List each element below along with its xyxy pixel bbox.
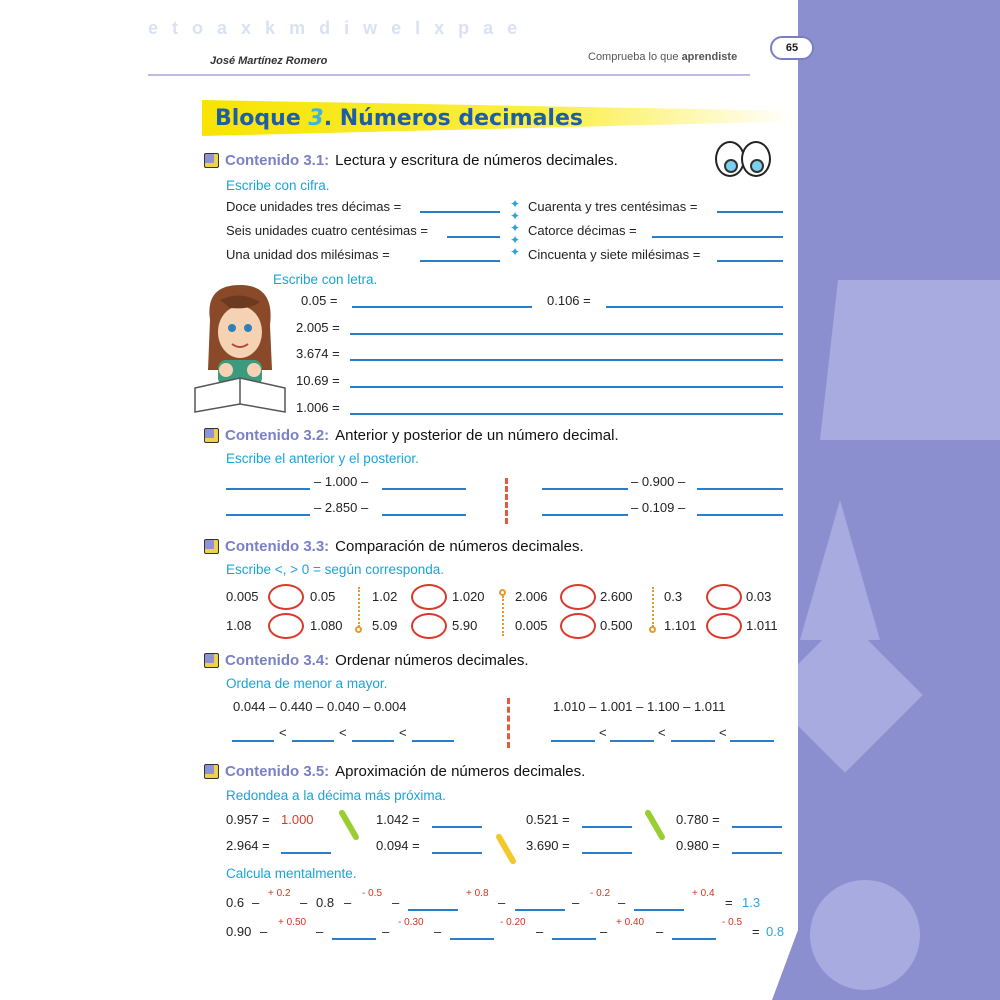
section-heading-3-2: Contenido 3.2: Anterior y posterior de un número decimal.: [204, 427, 619, 444]
compare-circle[interactable]: [706, 613, 742, 639]
calc-start: 0.6: [226, 895, 245, 910]
answer-blank[interactable]: [552, 938, 596, 940]
calc-result: 0.8: [766, 924, 785, 939]
compare-circle[interactable]: [268, 584, 304, 610]
dash: –: [572, 895, 580, 910]
dash: –: [618, 895, 626, 910]
answer-blank[interactable]: [450, 938, 494, 940]
dash: –: [344, 895, 352, 910]
answer-blank[interactable]: [350, 359, 783, 361]
answer-blank[interactable]: [717, 260, 783, 262]
operation: + 0.40: [616, 917, 645, 928]
equals: =: [752, 924, 760, 939]
instruction: Redondea a la décima más próxima.: [226, 788, 446, 803]
decorative-letter: i: [344, 18, 350, 38]
cube-icon: [204, 153, 219, 168]
side-shape: [820, 280, 1000, 440]
dash: –: [382, 924, 390, 939]
prompt: Una unidad dos milésimas =: [226, 247, 390, 262]
instruction: Escribe con letra.: [273, 272, 378, 287]
cube-icon: [204, 428, 219, 443]
decorative-letter: d: [319, 18, 331, 38]
round-prompt: 3.690 =: [526, 838, 570, 853]
answer-blank[interactable]: [697, 514, 783, 516]
answer-blank[interactable]: [606, 306, 783, 308]
answer-blank[interactable]: [232, 740, 274, 742]
wavy-separator-icon: [507, 698, 517, 748]
answer-blank[interactable]: [515, 909, 565, 911]
compare-left: 0.005: [515, 618, 548, 633]
cube-icon: [204, 539, 219, 554]
decorative-letter: a: [217, 18, 228, 38]
compare-right: 1.011: [746, 618, 778, 633]
compare-circle[interactable]: [560, 584, 596, 610]
round-prompt: 1.042 =: [376, 812, 420, 827]
dash: –: [656, 924, 664, 939]
answer-blank[interactable]: [432, 852, 482, 854]
operation: - 0.30: [398, 917, 424, 928]
number: 2.005 =: [296, 320, 340, 335]
dash: –: [498, 895, 506, 910]
compare-right: 2.600: [600, 589, 633, 604]
dash: –: [536, 924, 544, 939]
dash: –: [252, 895, 260, 910]
round-prompt: 0.780 =: [676, 812, 720, 827]
compare-circle[interactable]: [706, 584, 742, 610]
answer-blank[interactable]: [281, 852, 331, 854]
equals: =: [725, 895, 733, 910]
wavy-separator-icon: [505, 478, 515, 524]
less-than-sign: <: [279, 725, 287, 740]
dash: –: [316, 924, 324, 939]
answer-blank[interactable]: [717, 211, 783, 213]
answer-blank[interactable]: [730, 740, 774, 742]
compare-left: 0.005: [226, 589, 259, 604]
compare-left: 1.08: [226, 618, 252, 633]
section-heading-3-5: Contenido 3.5: Aproximación de números decimales.: [204, 763, 585, 780]
less-than-sign: <: [339, 725, 347, 740]
page-number: 65: [770, 36, 814, 60]
round-prompt: 0.521 =: [526, 812, 570, 827]
answer-blank[interactable]: [352, 740, 394, 742]
prompt: Seis unidades cuatro centésimas =: [226, 223, 428, 238]
compare-right: 1.020: [452, 589, 485, 604]
answer-blank[interactable]: [542, 514, 628, 516]
cartoon-eyes-icon: [705, 135, 775, 181]
answer-blank[interactable]: [420, 211, 500, 213]
decorative-letter: l: [415, 18, 421, 38]
answer-blank[interactable]: [350, 413, 783, 415]
decorative-letter: k: [265, 18, 276, 38]
section-heading-3-1: Contenido 3.1: Lectura y escritura de números decimales.: [204, 152, 618, 169]
instruction: Escribe <, > 0 = según corresponda.: [226, 562, 445, 577]
round-prompt: 2.964 =: [226, 838, 270, 853]
operation: - 0.5: [722, 917, 743, 928]
answer-blank[interactable]: [408, 909, 458, 911]
compare-left: 5.09: [372, 618, 398, 633]
compare-circle[interactable]: [411, 584, 447, 610]
round-prompt: 0.957 =: [226, 812, 270, 827]
answer-blank[interactable]: [732, 852, 782, 854]
drops-icon: ✦ ✦ ✦ ✦ ✦: [510, 197, 521, 259]
operation: + 0.2: [268, 888, 291, 899]
decorative-letter: a: [483, 18, 494, 38]
dash: –: [434, 924, 442, 939]
decorative-letter: e: [391, 18, 402, 38]
less-than-sign: <: [719, 725, 727, 740]
decorative-letter: e: [148, 18, 159, 38]
compare-right: 0.03: [746, 589, 772, 604]
compare-circle[interactable]: [411, 613, 447, 639]
number-sequence: 1.010 – 1.001 – 1.100 – 1.011: [553, 699, 726, 714]
number: 3.674 =: [296, 346, 340, 361]
answer-blank[interactable]: [652, 236, 783, 238]
answer-blank[interactable]: [551, 740, 595, 742]
header-divider: [148, 74, 750, 76]
answer-blank[interactable]: [542, 488, 628, 490]
decorative-letter: o: [192, 18, 204, 38]
instruction: Escribe el anterior y el posterior.: [226, 451, 419, 466]
number: – 1.000 –: [314, 474, 369, 489]
compare-circle[interactable]: [560, 613, 596, 639]
dotted-separator-icon: [652, 587, 655, 627]
less-than-sign: <: [658, 725, 666, 740]
answer-blank[interactable]: [732, 826, 782, 828]
calc-start: 0.90: [226, 924, 252, 939]
calc-value: 0.8: [316, 895, 335, 910]
compare-left: 2.006: [515, 589, 548, 604]
compare-right: 0.05: [310, 589, 336, 604]
number: – 0.900 –: [631, 474, 686, 489]
example-answer: 1.000: [281, 812, 314, 827]
number: 1.006 =: [296, 400, 340, 415]
decorative-letter: p: [458, 18, 470, 38]
decorative-letter: x: [241, 18, 252, 38]
instruction: Escribe con cifra.: [226, 178, 330, 193]
answer-blank[interactable]: [610, 740, 654, 742]
prompt: Cuarenta y tres centésimas =: [528, 199, 698, 214]
number: 0.05 =: [301, 293, 338, 308]
section-heading-3-3: Contenido 3.3: Comparación de números decimales.: [204, 538, 584, 555]
answer-blank[interactable]: [447, 236, 500, 238]
dotted-separator-icon: [499, 589, 506, 596]
side-shape: [810, 880, 920, 990]
dotted-separator-icon: [649, 626, 656, 633]
compare-left: 0.3: [664, 589, 683, 604]
operation: - 0.20: [500, 917, 526, 928]
answer-blank[interactable]: [350, 386, 783, 388]
answer-blank[interactable]: [671, 740, 715, 742]
dotted-separator-icon: [502, 596, 505, 636]
operation: + 0.8: [466, 888, 489, 899]
cube-icon: [204, 653, 219, 668]
prompt: Cincuenta y siete milésimas =: [528, 247, 701, 262]
answer-blank[interactable]: [226, 514, 310, 516]
instruction: Calcula mentalmente.: [226, 866, 357, 881]
compare-left: 1.101: [664, 618, 697, 633]
answer-blank[interactable]: [292, 740, 334, 742]
instruction: Ordena de menor a mayor.: [226, 676, 388, 691]
answer-blank[interactable]: [382, 488, 466, 490]
dotted-separator-icon: [355, 626, 362, 633]
operation: - 0.5: [362, 888, 383, 899]
number: – 0.109 –: [631, 500, 686, 515]
less-than-sign: <: [399, 725, 407, 740]
compare-right: 0.500: [600, 618, 633, 633]
decorative-letter: m: [289, 18, 306, 38]
decorative-letter: w: [363, 18, 378, 38]
answer-blank[interactable]: [432, 826, 482, 828]
dash: –: [300, 895, 308, 910]
decorative-letters: [148, 18, 608, 48]
dash: –: [600, 924, 608, 939]
answer-blank[interactable]: [350, 333, 783, 335]
compare-circle[interactable]: [268, 613, 304, 639]
operation: + 0.4: [692, 888, 715, 899]
answer-blank[interactable]: [420, 260, 500, 262]
decorative-letter: x: [434, 18, 445, 38]
compare-right: 5.90: [452, 618, 478, 633]
girl-reading-illustration: [190, 280, 290, 420]
decorative-letter: e: [507, 18, 518, 38]
answer-blank[interactable]: [382, 514, 466, 516]
section-caption: Comprueba lo que aprendiste: [588, 51, 738, 63]
calc-result: 1.3: [742, 895, 761, 910]
page-title: Bloque 3. Números decimales: [215, 106, 583, 131]
operation: - 0.2: [590, 888, 611, 899]
compare-left: 1.02: [372, 589, 398, 604]
prompt: Catorce décimas =: [528, 223, 637, 238]
operation: + 0.50: [278, 917, 307, 928]
less-than-sign: <: [599, 725, 607, 740]
answer-blank[interactable]: [672, 938, 716, 940]
author: José Martínez Romero: [210, 55, 328, 67]
round-prompt: 0.980 =: [676, 838, 720, 853]
answer-blank[interactable]: [634, 909, 684, 911]
round-prompt: 0.094 =: [376, 838, 420, 853]
compare-right: 1.080: [310, 618, 343, 633]
number-sequence: 0.044 – 0.440 – 0.040 – 0.004: [233, 699, 407, 714]
decorative-letter: t: [172, 18, 179, 38]
answer-blank[interactable]: [352, 306, 532, 308]
number: 10.69 =: [296, 373, 340, 388]
dash: –: [260, 924, 268, 939]
number: 0.106 =: [547, 293, 591, 308]
answer-blank[interactable]: [332, 938, 376, 940]
answer-blank[interactable]: [582, 852, 632, 854]
answer-blank[interactable]: [412, 740, 454, 742]
prompt: Doce unidades tres décimas =: [226, 199, 402, 214]
answer-blank[interactable]: [582, 826, 632, 828]
dash: –: [392, 895, 400, 910]
answer-blank[interactable]: [697, 488, 783, 490]
dotted-separator-icon: [358, 587, 361, 627]
section-heading-3-4: Contenido 3.4: Ordenar números decimales.: [204, 652, 529, 669]
answer-blank[interactable]: [226, 488, 310, 490]
cube-icon: [204, 764, 219, 779]
number: – 2.850 –: [314, 500, 369, 515]
